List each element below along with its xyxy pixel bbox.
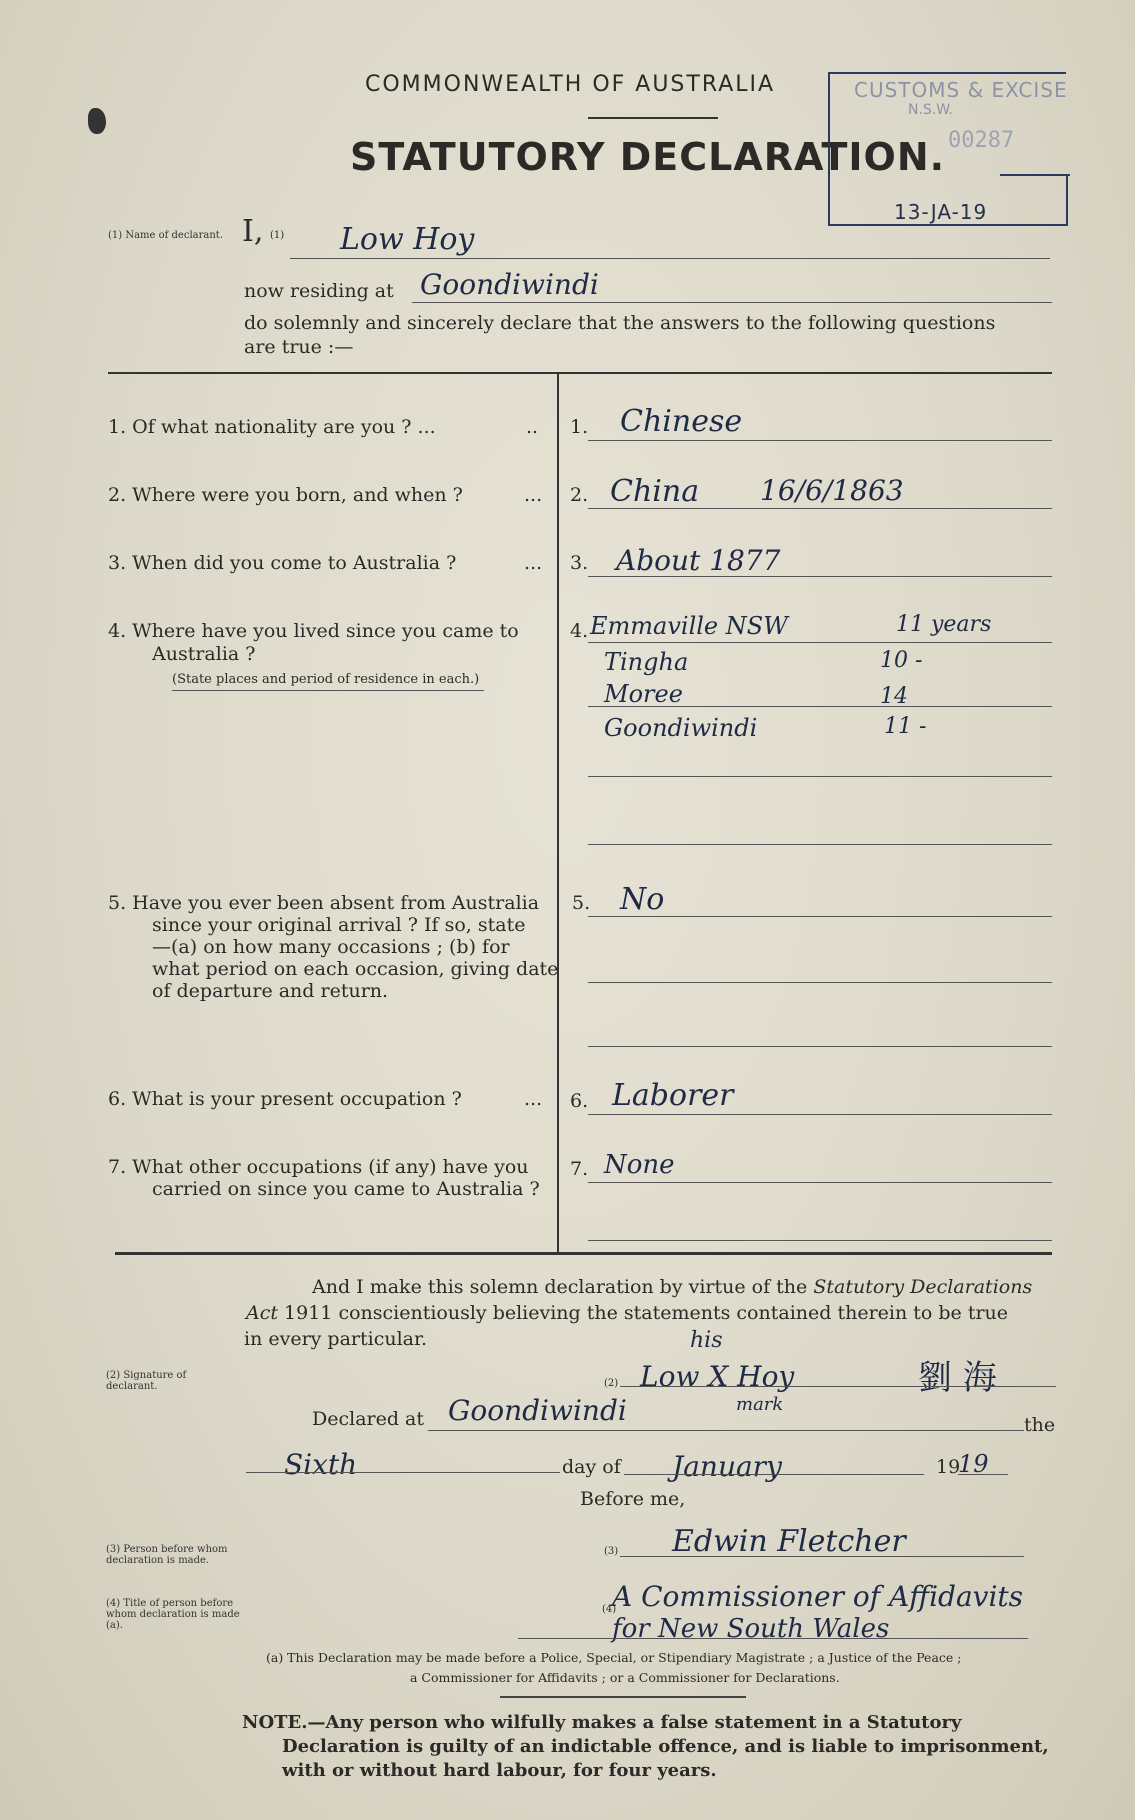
signature-marker: (2) bbox=[604, 1378, 619, 1389]
closing-line3: in every particular. bbox=[244, 1328, 428, 1350]
question-5-line4: what period on each occasion, giving date bbox=[152, 958, 559, 980]
answer-3: About 1877 bbox=[616, 544, 781, 577]
closing-line1 bbox=[312, 1276, 1032, 1298]
title-marker: (4) bbox=[602, 1604, 617, 1615]
stamp-date: 13-JA-19 bbox=[894, 200, 988, 224]
answer-7-num: 7. bbox=[570, 1158, 589, 1180]
question-1-dots: .. bbox=[526, 416, 539, 438]
residing-line bbox=[412, 302, 1052, 303]
residence-line-6 bbox=[588, 844, 1052, 845]
answer-2-date: 16/6/1863 bbox=[760, 474, 904, 507]
answer-3-line bbox=[588, 576, 1052, 577]
page-title: STATUTORY DECLARATION. bbox=[350, 135, 946, 179]
day-label: day of bbox=[562, 1456, 621, 1478]
note-person-before-whom: (3) Person before whom declaration is made. bbox=[106, 1544, 228, 1566]
question-7-line2: carried on since you came to Australia ? bbox=[152, 1178, 540, 1200]
name-line bbox=[290, 258, 1050, 259]
residence-years-1: 11 years bbox=[896, 612, 992, 637]
answer-6: Laborer bbox=[612, 1078, 734, 1113]
question-7: 7. What other occupations (if any) have you bbox=[108, 1156, 529, 1178]
stamp-line2: N.S.W. bbox=[908, 102, 953, 118]
question-4-cont: Australia ? bbox=[152, 643, 256, 665]
answer-1-num: 1. bbox=[570, 416, 589, 438]
question-5-line2: since your original arrival ? If so, state bbox=[152, 914, 526, 936]
note-line3: with or without hard labour, for four years. bbox=[282, 1760, 717, 1781]
i-marker: (1) bbox=[270, 230, 285, 241]
answer-5-num: 5. bbox=[572, 892, 591, 914]
answer-6-line bbox=[588, 1114, 1052, 1115]
title-line1: A Commissioner of Affidavits bbox=[612, 1580, 1024, 1613]
footnote-line1: (a) This Declaration may be made before a Police, Special, or Stipendiary Magistrate ; a Justice of the Peace ; bbox=[266, 1650, 962, 1665]
witness-line bbox=[620, 1556, 1024, 1557]
signature-line bbox=[620, 1386, 1056, 1387]
year-line bbox=[958, 1474, 1008, 1475]
stamp-right-line bbox=[1066, 174, 1068, 226]
residence-line-1 bbox=[588, 642, 1052, 643]
question-4-instruction: (State places and period of residence in each.) bbox=[172, 672, 480, 687]
stamp-bottom-line bbox=[828, 224, 1068, 226]
answer-2-place: China bbox=[610, 474, 700, 509]
question-1: 1. Of what nationality are you ? ... bbox=[108, 416, 436, 438]
question-5-line3: —(a) on how many occasions ; (b) for bbox=[152, 936, 510, 958]
residence-place-3: Moree bbox=[604, 680, 683, 708]
answer-7: None bbox=[604, 1150, 675, 1180]
declare-line2: are true :— bbox=[244, 336, 354, 358]
closing-line2-text: 1911 conscientiously believing the statements contained therein to be true bbox=[284, 1302, 1009, 1324]
question-5: 5. Have you ever been absent from Australia bbox=[108, 892, 540, 914]
witness-signature: Edwin Fletcher bbox=[672, 1524, 906, 1559]
column-divider bbox=[557, 374, 559, 1252]
declarant-name: Low Hoy bbox=[340, 222, 475, 257]
signature-his: his bbox=[690, 1328, 723, 1353]
note-line1: NOTE.—Any person who wilfully makes a false statement in a Statutory bbox=[242, 1712, 962, 1733]
footnote-line2: a Commissioner for Affidavits ; or a Commissioner for Declarations. bbox=[410, 1670, 840, 1685]
question-5-line5: of departure and return. bbox=[152, 980, 389, 1002]
residing-value: Goondiwindi bbox=[420, 268, 599, 301]
residing-label: now residing at bbox=[244, 280, 394, 302]
residence-place-4: Goondiwindi bbox=[604, 714, 758, 742]
answer-5-line bbox=[588, 916, 1052, 917]
note-line2: Declaration is guilty of an indictable offence, and is liable to imprisonment, bbox=[282, 1736, 1049, 1757]
answer-7-line bbox=[588, 1182, 1052, 1183]
day-value: Sixth bbox=[284, 1448, 358, 1481]
residence-years-3: 14 bbox=[880, 684, 908, 709]
question-4: 4. Where have you lived since you came to bbox=[108, 620, 519, 642]
signature-mark: mark bbox=[736, 1394, 784, 1415]
question-6: 6. What is your present occupation ? bbox=[108, 1088, 462, 1110]
stamp-left-line bbox=[828, 72, 830, 226]
signature-value: Low X Hoy bbox=[640, 1360, 795, 1393]
note-signature: (2) Signature of declarant. bbox=[106, 1370, 187, 1392]
closing-line2-italic: Act bbox=[246, 1302, 278, 1324]
header-rule bbox=[588, 117, 718, 119]
residence-line-3 bbox=[588, 706, 1052, 707]
question-2-dots: ... bbox=[524, 484, 543, 506]
declared-label: Declared at bbox=[312, 1408, 425, 1430]
bottom-thick-rule bbox=[115, 1252, 1052, 1255]
day-line bbox=[246, 1472, 560, 1473]
declare-line1: do solemnly and sincerely declare that the answers to the following questions bbox=[244, 312, 996, 334]
before-me: Before me, bbox=[580, 1488, 686, 1510]
hole-mark bbox=[88, 108, 106, 134]
answer-2-line bbox=[588, 508, 1052, 509]
closing-line1-text: And I make this solemn declaration by virtue of the bbox=[312, 1276, 808, 1298]
residence-place-2: Tingha bbox=[604, 648, 689, 676]
customs-stamp bbox=[826, 70, 1070, 228]
commonwealth-heading: COMMONWEALTH OF AUSTRALIA bbox=[365, 72, 776, 97]
footnote-rule bbox=[500, 1696, 746, 1698]
title-line2: for New South Wales bbox=[612, 1614, 890, 1644]
answer-6-num: 6. bbox=[570, 1090, 589, 1112]
residence-line-5 bbox=[588, 776, 1052, 777]
residence-years-2: 10 - bbox=[880, 648, 923, 673]
note-title-of-person: (4) Title of person before whom declaration is made (a). bbox=[106, 1598, 240, 1631]
title-line bbox=[518, 1638, 1028, 1639]
stamp-top-line bbox=[828, 72, 1066, 74]
question-4-instruction-underline bbox=[172, 690, 484, 691]
question-3: 3. When did you come to Australia ? bbox=[108, 552, 457, 574]
month-line bbox=[624, 1474, 924, 1475]
declared-line bbox=[428, 1430, 1024, 1431]
top-thick-rule bbox=[108, 372, 1052, 374]
stamp-underline bbox=[1000, 174, 1070, 176]
closing-line2 bbox=[246, 1302, 1008, 1324]
residence-years-4: 11 - bbox=[884, 714, 927, 739]
answer-5: No bbox=[620, 882, 665, 917]
answer-3-num: 3. bbox=[570, 552, 589, 574]
answer-7-line-2 bbox=[588, 1240, 1052, 1241]
closing-line1-italic: Statutory Declarations bbox=[813, 1276, 1033, 1298]
answer-1: Chinese bbox=[620, 404, 743, 439]
signature-chinese: 劉 海 bbox=[918, 1358, 997, 1398]
year-value: 19 bbox=[958, 1450, 989, 1478]
witness-marker: (3) bbox=[604, 1546, 619, 1557]
residence-place-1: Emmaville NSW bbox=[590, 612, 788, 640]
answer-5-line-3 bbox=[588, 1046, 1052, 1047]
year-prefix: 19 bbox=[936, 1456, 961, 1478]
month-value: January bbox=[672, 1450, 782, 1483]
answer-2-num: 2. bbox=[570, 484, 589, 506]
question-6-dots: ... bbox=[524, 1088, 543, 1110]
i-label: I, bbox=[242, 214, 264, 249]
declared-value: Goondiwindi bbox=[448, 1394, 627, 1427]
note-name-of-declarant: (1) Name of declarant. bbox=[108, 230, 223, 241]
question-3-dots: ... bbox=[524, 552, 543, 574]
answer-5-line-2 bbox=[588, 982, 1052, 983]
stamp-line1: CUSTOMS & EXCISE bbox=[854, 78, 1068, 102]
the-label: the bbox=[1024, 1414, 1056, 1436]
stamp-number: 00287 bbox=[948, 128, 1015, 153]
answer-1-line bbox=[588, 440, 1052, 441]
answer-4-num: 4. bbox=[570, 620, 589, 642]
question-2: 2. Where were you born, and when ? bbox=[108, 484, 463, 506]
